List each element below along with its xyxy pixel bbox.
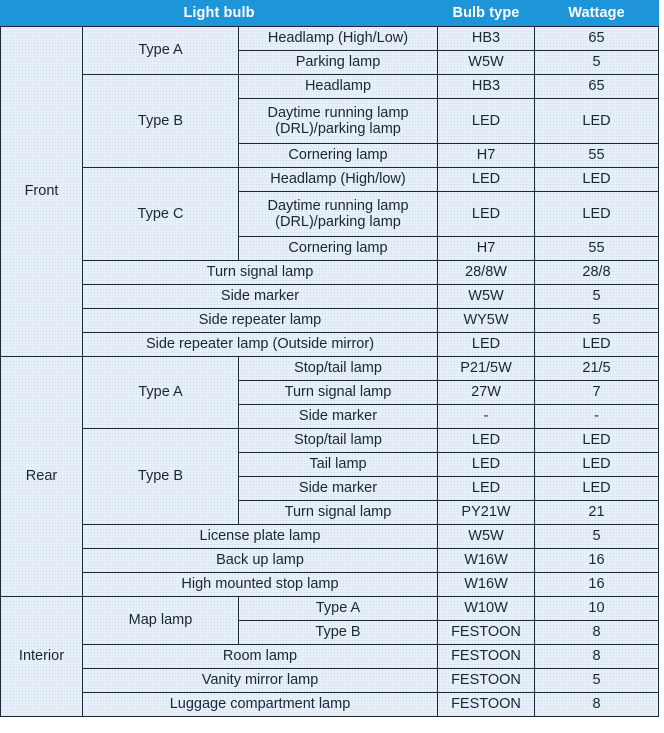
table-row [1,27,659,51]
wattage-value: 8 [535,693,659,717]
bulb-type-value: FESTOON [438,621,535,645]
group-label: Type A [83,357,239,429]
bulb-type-value: 27W [438,381,535,405]
bulb-type-value: HB3 [438,75,535,99]
bulb-type-value: LED [438,453,535,477]
lamp-name: Type B [239,621,438,645]
bulb-type-value: W5W [438,285,535,309]
table-row [1,261,659,285]
bulb-type-value: - [438,405,535,429]
lamp-name: High mounted stop lamp [83,573,438,597]
wattage-value: LED [535,333,659,357]
bulb-type-value: P21/5W [438,357,535,381]
table-row [1,549,659,573]
lamp-name: Side marker [239,477,438,501]
table-body [1,27,659,717]
lamp-name: Room lamp [83,645,438,669]
table-row [1,693,659,717]
wattage-value: 8 [535,645,659,669]
lamp-name: Type A [239,597,438,621]
lamp-name: Headlamp (High/Low) [239,27,438,51]
table-row [1,597,659,621]
wattage-value: 5 [535,51,659,75]
wattage-value: 16 [535,549,659,573]
lamp-name: Turn signal lamp [239,381,438,405]
lamp-name: Side repeater lamp (Outside mirror) [83,333,438,357]
wattage-value: 5 [535,669,659,693]
table-row [1,309,659,333]
area-label-rear: Rear [1,357,83,597]
wattage-value: 21 [535,501,659,525]
lamp-name: Side repeater lamp [83,309,438,333]
lamp-name: Back up lamp [83,549,438,573]
group-label: Type B [83,429,239,525]
table-row [1,333,659,357]
area-label-interior: Interior [1,597,83,717]
table-row [1,75,659,99]
wattage-value: LED [535,99,659,144]
table-row [1,573,659,597]
lamp-name: Turn signal lamp [239,501,438,525]
wattage-value: 10 [535,597,659,621]
bulb-type-value: W16W [438,549,535,573]
lamp-name: Side marker [239,405,438,429]
wattage-value: LED [535,453,659,477]
lamp-name-line2: (DRL)/parking lamp [275,214,401,230]
table-header-row [1,1,659,27]
group-label: Type A [83,27,239,75]
table-row [1,168,659,192]
wattage-value: 5 [535,309,659,333]
group-label: Map lamp [83,597,239,645]
wattage-value: - [535,405,659,429]
lamp-name: Side marker [83,285,438,309]
area-label-front: Front [1,27,83,357]
wattage-value: 7 [535,381,659,405]
lamp-name: Luggage compartment lamp [83,693,438,717]
bulb-type-value: H7 [438,237,535,261]
wattage-value: 28/8 [535,261,659,285]
bulb-type-value: W5W [438,525,535,549]
wattage-value: 55 [535,144,659,168]
bulb-type-value: WY5W [438,309,535,333]
wattage-value: 55 [535,237,659,261]
wattage-value: 16 [535,573,659,597]
bulb-type-value: LED [438,192,535,237]
wattage-value: LED [535,429,659,453]
group-label: Type B [83,75,239,168]
wattage-value: 21/5 [535,357,659,381]
lamp-name: Cornering lamp [239,237,438,261]
bulb-type-value: FESTOON [438,645,535,669]
wattage-value: 8 [535,621,659,645]
table-row [1,525,659,549]
header-wattage: Wattage [535,1,659,27]
bulb-type-value: W16W [438,573,535,597]
lamp-name: Tail lamp [239,453,438,477]
wattage-value: 5 [535,285,659,309]
lamp-name: Stop/tail lamp [239,429,438,453]
lamp-name: Turn signal lamp [83,261,438,285]
lamp-name [239,99,438,144]
bulb-type-value: FESTOON [438,693,535,717]
wattage-value: 5 [535,525,659,549]
wattage-value: 65 [535,75,659,99]
bulb-type-value: FESTOON [438,669,535,693]
bulb-type-value: PY21W [438,501,535,525]
lamp-name: Parking lamp [239,51,438,75]
wattage-value: 65 [535,27,659,51]
header-light-bulb: Light bulb [1,1,438,27]
lamp-name: Headlamp [239,75,438,99]
table-row [1,357,659,381]
wattage-value: LED [535,192,659,237]
table-row [1,429,659,453]
lamp-name-line2: (DRL)/parking lamp [275,121,401,137]
bulb-type-value: H7 [438,144,535,168]
table-row [1,285,659,309]
bulb-type-value: 28/8W [438,261,535,285]
table-row [1,669,659,693]
lamp-name: Headlamp (High/low) [239,168,438,192]
bulb-type-value: LED [438,333,535,357]
header-bulb-type: Bulb type [438,1,535,27]
wattage-value: LED [535,477,659,501]
bulb-type-value: HB3 [438,27,535,51]
bulb-type-value: LED [438,99,535,144]
bulb-type-value: LED [438,168,535,192]
lamp-name-line1: Daytime running lamp [267,104,409,121]
group-label: Type C [83,168,239,261]
lamp-name [239,192,438,237]
lamp-name-line1: Daytime running lamp [267,197,409,214]
lamp-name: Vanity mirror lamp [83,669,438,693]
wattage-value: LED [535,168,659,192]
bulb-type-value: LED [438,429,535,453]
bulb-type-value: W10W [438,597,535,621]
lamp-name: License plate lamp [83,525,438,549]
lamp-name: Stop/tail lamp [239,357,438,381]
table-row [1,645,659,669]
bulb-type-value: LED [438,477,535,501]
lamp-name: Cornering lamp [239,144,438,168]
bulb-type-value: W5W [438,51,535,75]
